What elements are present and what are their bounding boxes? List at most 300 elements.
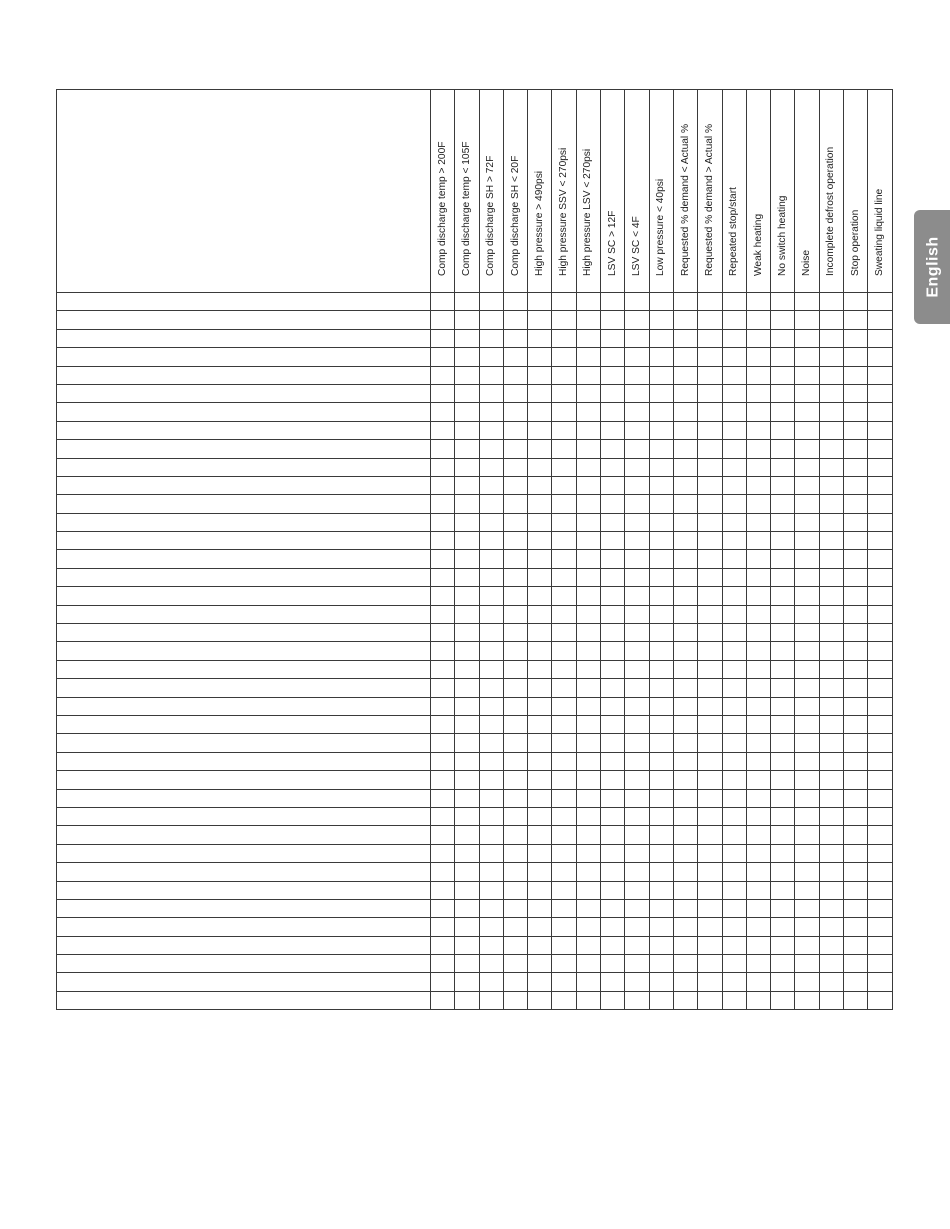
check-cell[interactable] bbox=[746, 403, 770, 421]
check-cell[interactable] bbox=[479, 991, 503, 1009]
check-cell[interactable] bbox=[771, 918, 795, 936]
check-cell[interactable] bbox=[455, 329, 479, 347]
check-cell[interactable] bbox=[746, 421, 770, 439]
check-cell[interactable] bbox=[722, 421, 746, 439]
description-cell[interactable] bbox=[57, 973, 431, 991]
check-cell[interactable] bbox=[844, 421, 868, 439]
check-cell[interactable] bbox=[455, 476, 479, 494]
description-cell[interactable] bbox=[57, 605, 431, 623]
check-cell[interactable] bbox=[503, 642, 527, 660]
check-cell[interactable] bbox=[844, 881, 868, 899]
check-cell[interactable] bbox=[479, 605, 503, 623]
check-cell[interactable] bbox=[431, 826, 455, 844]
check-cell[interactable] bbox=[819, 863, 843, 881]
check-cell[interactable] bbox=[673, 899, 697, 917]
check-cell[interactable] bbox=[503, 329, 527, 347]
check-cell[interactable] bbox=[819, 991, 843, 1009]
check-cell[interactable] bbox=[795, 348, 819, 366]
check-cell[interactable] bbox=[431, 329, 455, 347]
check-cell[interactable] bbox=[479, 771, 503, 789]
check-cell[interactable] bbox=[431, 293, 455, 311]
check-cell[interactable] bbox=[795, 495, 819, 513]
check-cell[interactable] bbox=[868, 807, 892, 825]
check-cell[interactable] bbox=[455, 679, 479, 697]
check-cell[interactable] bbox=[819, 440, 843, 458]
description-cell[interactable] bbox=[57, 550, 431, 568]
check-cell[interactable] bbox=[673, 550, 697, 568]
check-cell[interactable] bbox=[698, 991, 722, 1009]
check-cell[interactable] bbox=[576, 734, 600, 752]
description-cell[interactable] bbox=[57, 899, 431, 917]
check-cell[interactable] bbox=[673, 440, 697, 458]
check-cell[interactable] bbox=[649, 513, 673, 531]
check-cell[interactable] bbox=[576, 421, 600, 439]
check-cell[interactable] bbox=[698, 642, 722, 660]
check-cell[interactable] bbox=[673, 715, 697, 733]
check-cell[interactable] bbox=[819, 384, 843, 402]
check-cell[interactable] bbox=[771, 476, 795, 494]
check-cell[interactable] bbox=[771, 752, 795, 770]
check-cell[interactable] bbox=[601, 587, 625, 605]
check-cell[interactable] bbox=[528, 532, 552, 550]
check-cell[interactable] bbox=[503, 624, 527, 642]
check-cell[interactable] bbox=[503, 844, 527, 862]
check-cell[interactable] bbox=[649, 955, 673, 973]
check-cell[interactable] bbox=[722, 991, 746, 1009]
check-cell[interactable] bbox=[552, 955, 576, 973]
check-cell[interactable] bbox=[552, 513, 576, 531]
check-cell[interactable] bbox=[673, 366, 697, 384]
check-cell[interactable] bbox=[673, 752, 697, 770]
check-cell[interactable] bbox=[528, 679, 552, 697]
check-cell[interactable] bbox=[673, 421, 697, 439]
check-cell[interactable] bbox=[819, 495, 843, 513]
check-cell[interactable] bbox=[698, 293, 722, 311]
check-cell[interactable] bbox=[868, 955, 892, 973]
description-cell[interactable] bbox=[57, 421, 431, 439]
check-cell[interactable] bbox=[819, 329, 843, 347]
check-cell[interactable] bbox=[868, 587, 892, 605]
check-cell[interactable] bbox=[698, 476, 722, 494]
check-cell[interactable] bbox=[601, 660, 625, 678]
check-cell[interactable] bbox=[649, 697, 673, 715]
check-cell[interactable] bbox=[698, 715, 722, 733]
check-cell[interactable] bbox=[844, 936, 868, 954]
check-cell[interactable] bbox=[795, 991, 819, 1009]
description-cell[interactable] bbox=[57, 293, 431, 311]
check-cell[interactable] bbox=[479, 458, 503, 476]
check-cell[interactable] bbox=[771, 881, 795, 899]
check-cell[interactable] bbox=[746, 605, 770, 623]
check-cell[interactable] bbox=[868, 734, 892, 752]
check-cell[interactable] bbox=[625, 899, 649, 917]
check-cell[interactable] bbox=[819, 826, 843, 844]
check-cell[interactable] bbox=[528, 789, 552, 807]
check-cell[interactable] bbox=[479, 550, 503, 568]
check-cell[interactable] bbox=[528, 955, 552, 973]
check-cell[interactable] bbox=[601, 532, 625, 550]
check-cell[interactable] bbox=[601, 568, 625, 586]
check-cell[interactable] bbox=[819, 587, 843, 605]
check-cell[interactable] bbox=[673, 605, 697, 623]
check-cell[interactable] bbox=[479, 679, 503, 697]
check-cell[interactable] bbox=[868, 899, 892, 917]
description-cell[interactable] bbox=[57, 807, 431, 825]
check-cell[interactable] bbox=[455, 881, 479, 899]
check-cell[interactable] bbox=[576, 458, 600, 476]
check-cell[interactable] bbox=[503, 752, 527, 770]
check-cell[interactable] bbox=[455, 403, 479, 421]
check-cell[interactable] bbox=[431, 771, 455, 789]
check-cell[interactable] bbox=[868, 495, 892, 513]
description-cell[interactable] bbox=[57, 752, 431, 770]
check-cell[interactable] bbox=[552, 918, 576, 936]
check-cell[interactable] bbox=[552, 587, 576, 605]
check-cell[interactable] bbox=[649, 329, 673, 347]
check-cell[interactable] bbox=[649, 532, 673, 550]
check-cell[interactable] bbox=[528, 642, 552, 660]
check-cell[interactable] bbox=[503, 826, 527, 844]
check-cell[interactable] bbox=[455, 660, 479, 678]
check-cell[interactable] bbox=[698, 679, 722, 697]
check-cell[interactable] bbox=[795, 881, 819, 899]
check-cell[interactable] bbox=[868, 844, 892, 862]
check-cell[interactable] bbox=[771, 495, 795, 513]
check-cell[interactable] bbox=[722, 403, 746, 421]
check-cell[interactable] bbox=[503, 715, 527, 733]
check-cell[interactable] bbox=[844, 348, 868, 366]
check-cell[interactable] bbox=[455, 495, 479, 513]
check-cell[interactable] bbox=[673, 513, 697, 531]
check-cell[interactable] bbox=[795, 826, 819, 844]
check-cell[interactable] bbox=[455, 624, 479, 642]
check-cell[interactable] bbox=[746, 936, 770, 954]
check-cell[interactable] bbox=[795, 863, 819, 881]
check-cell[interactable] bbox=[625, 440, 649, 458]
check-cell[interactable] bbox=[771, 403, 795, 421]
check-cell[interactable] bbox=[431, 532, 455, 550]
check-cell[interactable] bbox=[576, 642, 600, 660]
check-cell[interactable] bbox=[722, 863, 746, 881]
check-cell[interactable] bbox=[601, 624, 625, 642]
check-cell[interactable] bbox=[576, 955, 600, 973]
check-cell[interactable] bbox=[868, 660, 892, 678]
check-cell[interactable] bbox=[819, 789, 843, 807]
check-cell[interactable] bbox=[649, 605, 673, 623]
check-cell[interactable] bbox=[771, 789, 795, 807]
check-cell[interactable] bbox=[868, 513, 892, 531]
check-cell[interactable] bbox=[649, 403, 673, 421]
check-cell[interactable] bbox=[503, 532, 527, 550]
check-cell[interactable] bbox=[528, 605, 552, 623]
description-cell[interactable] bbox=[57, 734, 431, 752]
check-cell[interactable] bbox=[771, 771, 795, 789]
check-cell[interactable] bbox=[601, 513, 625, 531]
check-cell[interactable] bbox=[625, 605, 649, 623]
check-cell[interactable] bbox=[503, 955, 527, 973]
check-cell[interactable] bbox=[722, 532, 746, 550]
check-cell[interactable] bbox=[601, 348, 625, 366]
check-cell[interactable] bbox=[795, 973, 819, 991]
check-cell[interactable] bbox=[819, 311, 843, 329]
check-cell[interactable] bbox=[649, 789, 673, 807]
check-cell[interactable] bbox=[552, 826, 576, 844]
check-cell[interactable] bbox=[576, 513, 600, 531]
check-cell[interactable] bbox=[795, 384, 819, 402]
check-cell[interactable] bbox=[601, 955, 625, 973]
check-cell[interactable] bbox=[625, 789, 649, 807]
check-cell[interactable] bbox=[601, 807, 625, 825]
check-cell[interactable] bbox=[844, 697, 868, 715]
check-cell[interactable] bbox=[552, 679, 576, 697]
check-cell[interactable] bbox=[649, 421, 673, 439]
check-cell[interactable] bbox=[722, 624, 746, 642]
check-cell[interactable] bbox=[479, 329, 503, 347]
check-cell[interactable] bbox=[698, 366, 722, 384]
description-cell[interactable] bbox=[57, 476, 431, 494]
check-cell[interactable] bbox=[844, 679, 868, 697]
check-cell[interactable] bbox=[455, 348, 479, 366]
check-cell[interactable] bbox=[844, 366, 868, 384]
check-cell[interactable] bbox=[649, 807, 673, 825]
check-cell[interactable] bbox=[503, 771, 527, 789]
check-cell[interactable] bbox=[552, 642, 576, 660]
check-cell[interactable] bbox=[795, 844, 819, 862]
check-cell[interactable] bbox=[479, 568, 503, 586]
check-cell[interactable] bbox=[844, 532, 868, 550]
check-cell[interactable] bbox=[819, 715, 843, 733]
check-cell[interactable] bbox=[431, 476, 455, 494]
check-cell[interactable] bbox=[455, 807, 479, 825]
check-cell[interactable] bbox=[601, 863, 625, 881]
check-cell[interactable] bbox=[479, 826, 503, 844]
check-cell[interactable] bbox=[722, 384, 746, 402]
check-cell[interactable] bbox=[746, 881, 770, 899]
check-cell[interactable] bbox=[868, 642, 892, 660]
check-cell[interactable] bbox=[673, 384, 697, 402]
check-cell[interactable] bbox=[673, 826, 697, 844]
check-cell[interactable] bbox=[771, 697, 795, 715]
check-cell[interactable] bbox=[673, 568, 697, 586]
check-cell[interactable] bbox=[431, 918, 455, 936]
check-cell[interactable] bbox=[576, 293, 600, 311]
check-cell[interactable] bbox=[819, 679, 843, 697]
check-cell[interactable] bbox=[722, 826, 746, 844]
check-cell[interactable] bbox=[625, 807, 649, 825]
description-cell[interactable] bbox=[57, 936, 431, 954]
check-cell[interactable] bbox=[528, 752, 552, 770]
check-cell[interactable] bbox=[431, 715, 455, 733]
check-cell[interactable] bbox=[795, 329, 819, 347]
check-cell[interactable] bbox=[431, 642, 455, 660]
check-cell[interactable] bbox=[552, 973, 576, 991]
check-cell[interactable] bbox=[819, 532, 843, 550]
check-cell[interactable] bbox=[601, 752, 625, 770]
check-cell[interactable] bbox=[649, 550, 673, 568]
check-cell[interactable] bbox=[649, 973, 673, 991]
check-cell[interactable] bbox=[771, 936, 795, 954]
check-cell[interactable] bbox=[771, 826, 795, 844]
check-cell[interactable] bbox=[771, 605, 795, 623]
check-cell[interactable] bbox=[819, 844, 843, 862]
check-cell[interactable] bbox=[552, 532, 576, 550]
check-cell[interactable] bbox=[528, 587, 552, 605]
check-cell[interactable] bbox=[868, 771, 892, 789]
check-cell[interactable] bbox=[552, 660, 576, 678]
check-cell[interactable] bbox=[601, 679, 625, 697]
check-cell[interactable] bbox=[868, 421, 892, 439]
check-cell[interactable] bbox=[455, 311, 479, 329]
check-cell[interactable] bbox=[576, 568, 600, 586]
description-cell[interactable] bbox=[57, 403, 431, 421]
check-cell[interactable] bbox=[771, 311, 795, 329]
check-cell[interactable] bbox=[552, 734, 576, 752]
check-cell[interactable] bbox=[528, 973, 552, 991]
check-cell[interactable] bbox=[576, 384, 600, 402]
check-cell[interactable] bbox=[673, 348, 697, 366]
check-cell[interactable] bbox=[576, 863, 600, 881]
check-cell[interactable] bbox=[698, 329, 722, 347]
check-cell[interactable] bbox=[601, 440, 625, 458]
check-cell[interactable] bbox=[868, 366, 892, 384]
check-cell[interactable] bbox=[722, 752, 746, 770]
check-cell[interactable] bbox=[455, 899, 479, 917]
check-cell[interactable] bbox=[576, 495, 600, 513]
check-cell[interactable] bbox=[479, 807, 503, 825]
check-cell[interactable] bbox=[528, 550, 552, 568]
check-cell[interactable] bbox=[795, 605, 819, 623]
check-cell[interactable] bbox=[601, 642, 625, 660]
check-cell[interactable] bbox=[844, 458, 868, 476]
check-cell[interactable] bbox=[503, 568, 527, 586]
description-cell[interactable] bbox=[57, 863, 431, 881]
check-cell[interactable] bbox=[746, 384, 770, 402]
check-cell[interactable] bbox=[479, 973, 503, 991]
check-cell[interactable] bbox=[868, 440, 892, 458]
check-cell[interactable] bbox=[722, 605, 746, 623]
check-cell[interactable] bbox=[746, 550, 770, 568]
check-cell[interactable] bbox=[673, 991, 697, 1009]
description-cell[interactable] bbox=[57, 918, 431, 936]
check-cell[interactable] bbox=[601, 403, 625, 421]
check-cell[interactable] bbox=[649, 366, 673, 384]
check-cell[interactable] bbox=[868, 881, 892, 899]
check-cell[interactable] bbox=[771, 366, 795, 384]
check-cell[interactable] bbox=[819, 899, 843, 917]
check-cell[interactable] bbox=[795, 955, 819, 973]
check-cell[interactable] bbox=[844, 991, 868, 1009]
check-cell[interactable] bbox=[479, 495, 503, 513]
check-cell[interactable] bbox=[844, 863, 868, 881]
check-cell[interactable] bbox=[503, 587, 527, 605]
check-cell[interactable] bbox=[455, 973, 479, 991]
check-cell[interactable] bbox=[625, 568, 649, 586]
check-cell[interactable] bbox=[722, 293, 746, 311]
check-cell[interactable] bbox=[576, 440, 600, 458]
check-cell[interactable] bbox=[844, 752, 868, 770]
check-cell[interactable] bbox=[673, 844, 697, 862]
check-cell[interactable] bbox=[844, 605, 868, 623]
check-cell[interactable] bbox=[649, 936, 673, 954]
check-cell[interactable] bbox=[844, 771, 868, 789]
check-cell[interactable] bbox=[431, 348, 455, 366]
check-cell[interactable] bbox=[746, 918, 770, 936]
check-cell[interactable] bbox=[649, 384, 673, 402]
check-cell[interactable] bbox=[479, 513, 503, 531]
check-cell[interactable] bbox=[722, 495, 746, 513]
check-cell[interactable] bbox=[868, 311, 892, 329]
check-cell[interactable] bbox=[479, 384, 503, 402]
check-cell[interactable] bbox=[795, 550, 819, 568]
check-cell[interactable] bbox=[844, 826, 868, 844]
check-cell[interactable] bbox=[576, 679, 600, 697]
check-cell[interactable] bbox=[722, 973, 746, 991]
check-cell[interactable] bbox=[625, 844, 649, 862]
check-cell[interactable] bbox=[746, 568, 770, 586]
check-cell[interactable] bbox=[503, 495, 527, 513]
check-cell[interactable] bbox=[746, 476, 770, 494]
check-cell[interactable] bbox=[455, 789, 479, 807]
check-cell[interactable] bbox=[431, 752, 455, 770]
check-cell[interactable] bbox=[698, 863, 722, 881]
check-cell[interactable] bbox=[503, 660, 527, 678]
check-cell[interactable] bbox=[479, 734, 503, 752]
check-cell[interactable] bbox=[868, 476, 892, 494]
description-cell[interactable] bbox=[57, 660, 431, 678]
check-cell[interactable] bbox=[771, 513, 795, 531]
check-cell[interactable] bbox=[528, 366, 552, 384]
check-cell[interactable] bbox=[819, 936, 843, 954]
check-cell[interactable] bbox=[503, 311, 527, 329]
check-cell[interactable] bbox=[868, 715, 892, 733]
check-cell[interactable] bbox=[771, 532, 795, 550]
check-cell[interactable] bbox=[625, 881, 649, 899]
check-cell[interactable] bbox=[601, 329, 625, 347]
description-cell[interactable] bbox=[57, 789, 431, 807]
check-cell[interactable] bbox=[698, 826, 722, 844]
check-cell[interactable] bbox=[649, 679, 673, 697]
check-cell[interactable] bbox=[528, 421, 552, 439]
check-cell[interactable] bbox=[844, 734, 868, 752]
check-cell[interactable] bbox=[868, 936, 892, 954]
check-cell[interactable] bbox=[698, 734, 722, 752]
check-cell[interactable] bbox=[673, 458, 697, 476]
check-cell[interactable] bbox=[819, 403, 843, 421]
check-cell[interactable] bbox=[771, 348, 795, 366]
check-cell[interactable] bbox=[479, 403, 503, 421]
check-cell[interactable] bbox=[552, 899, 576, 917]
check-cell[interactable] bbox=[819, 918, 843, 936]
check-cell[interactable] bbox=[503, 789, 527, 807]
check-cell[interactable] bbox=[431, 458, 455, 476]
check-cell[interactable] bbox=[552, 936, 576, 954]
check-cell[interactable] bbox=[819, 476, 843, 494]
check-cell[interactable] bbox=[431, 863, 455, 881]
check-cell[interactable] bbox=[795, 697, 819, 715]
check-cell[interactable] bbox=[771, 421, 795, 439]
check-cell[interactable] bbox=[819, 807, 843, 825]
check-cell[interactable] bbox=[576, 403, 600, 421]
check-cell[interactable] bbox=[746, 440, 770, 458]
check-cell[interactable] bbox=[552, 881, 576, 899]
check-cell[interactable] bbox=[431, 955, 455, 973]
check-cell[interactable] bbox=[479, 789, 503, 807]
check-cell[interactable] bbox=[431, 495, 455, 513]
check-cell[interactable] bbox=[503, 918, 527, 936]
check-cell[interactable] bbox=[868, 550, 892, 568]
language-tab[interactable] bbox=[914, 210, 950, 324]
check-cell[interactable] bbox=[625, 918, 649, 936]
